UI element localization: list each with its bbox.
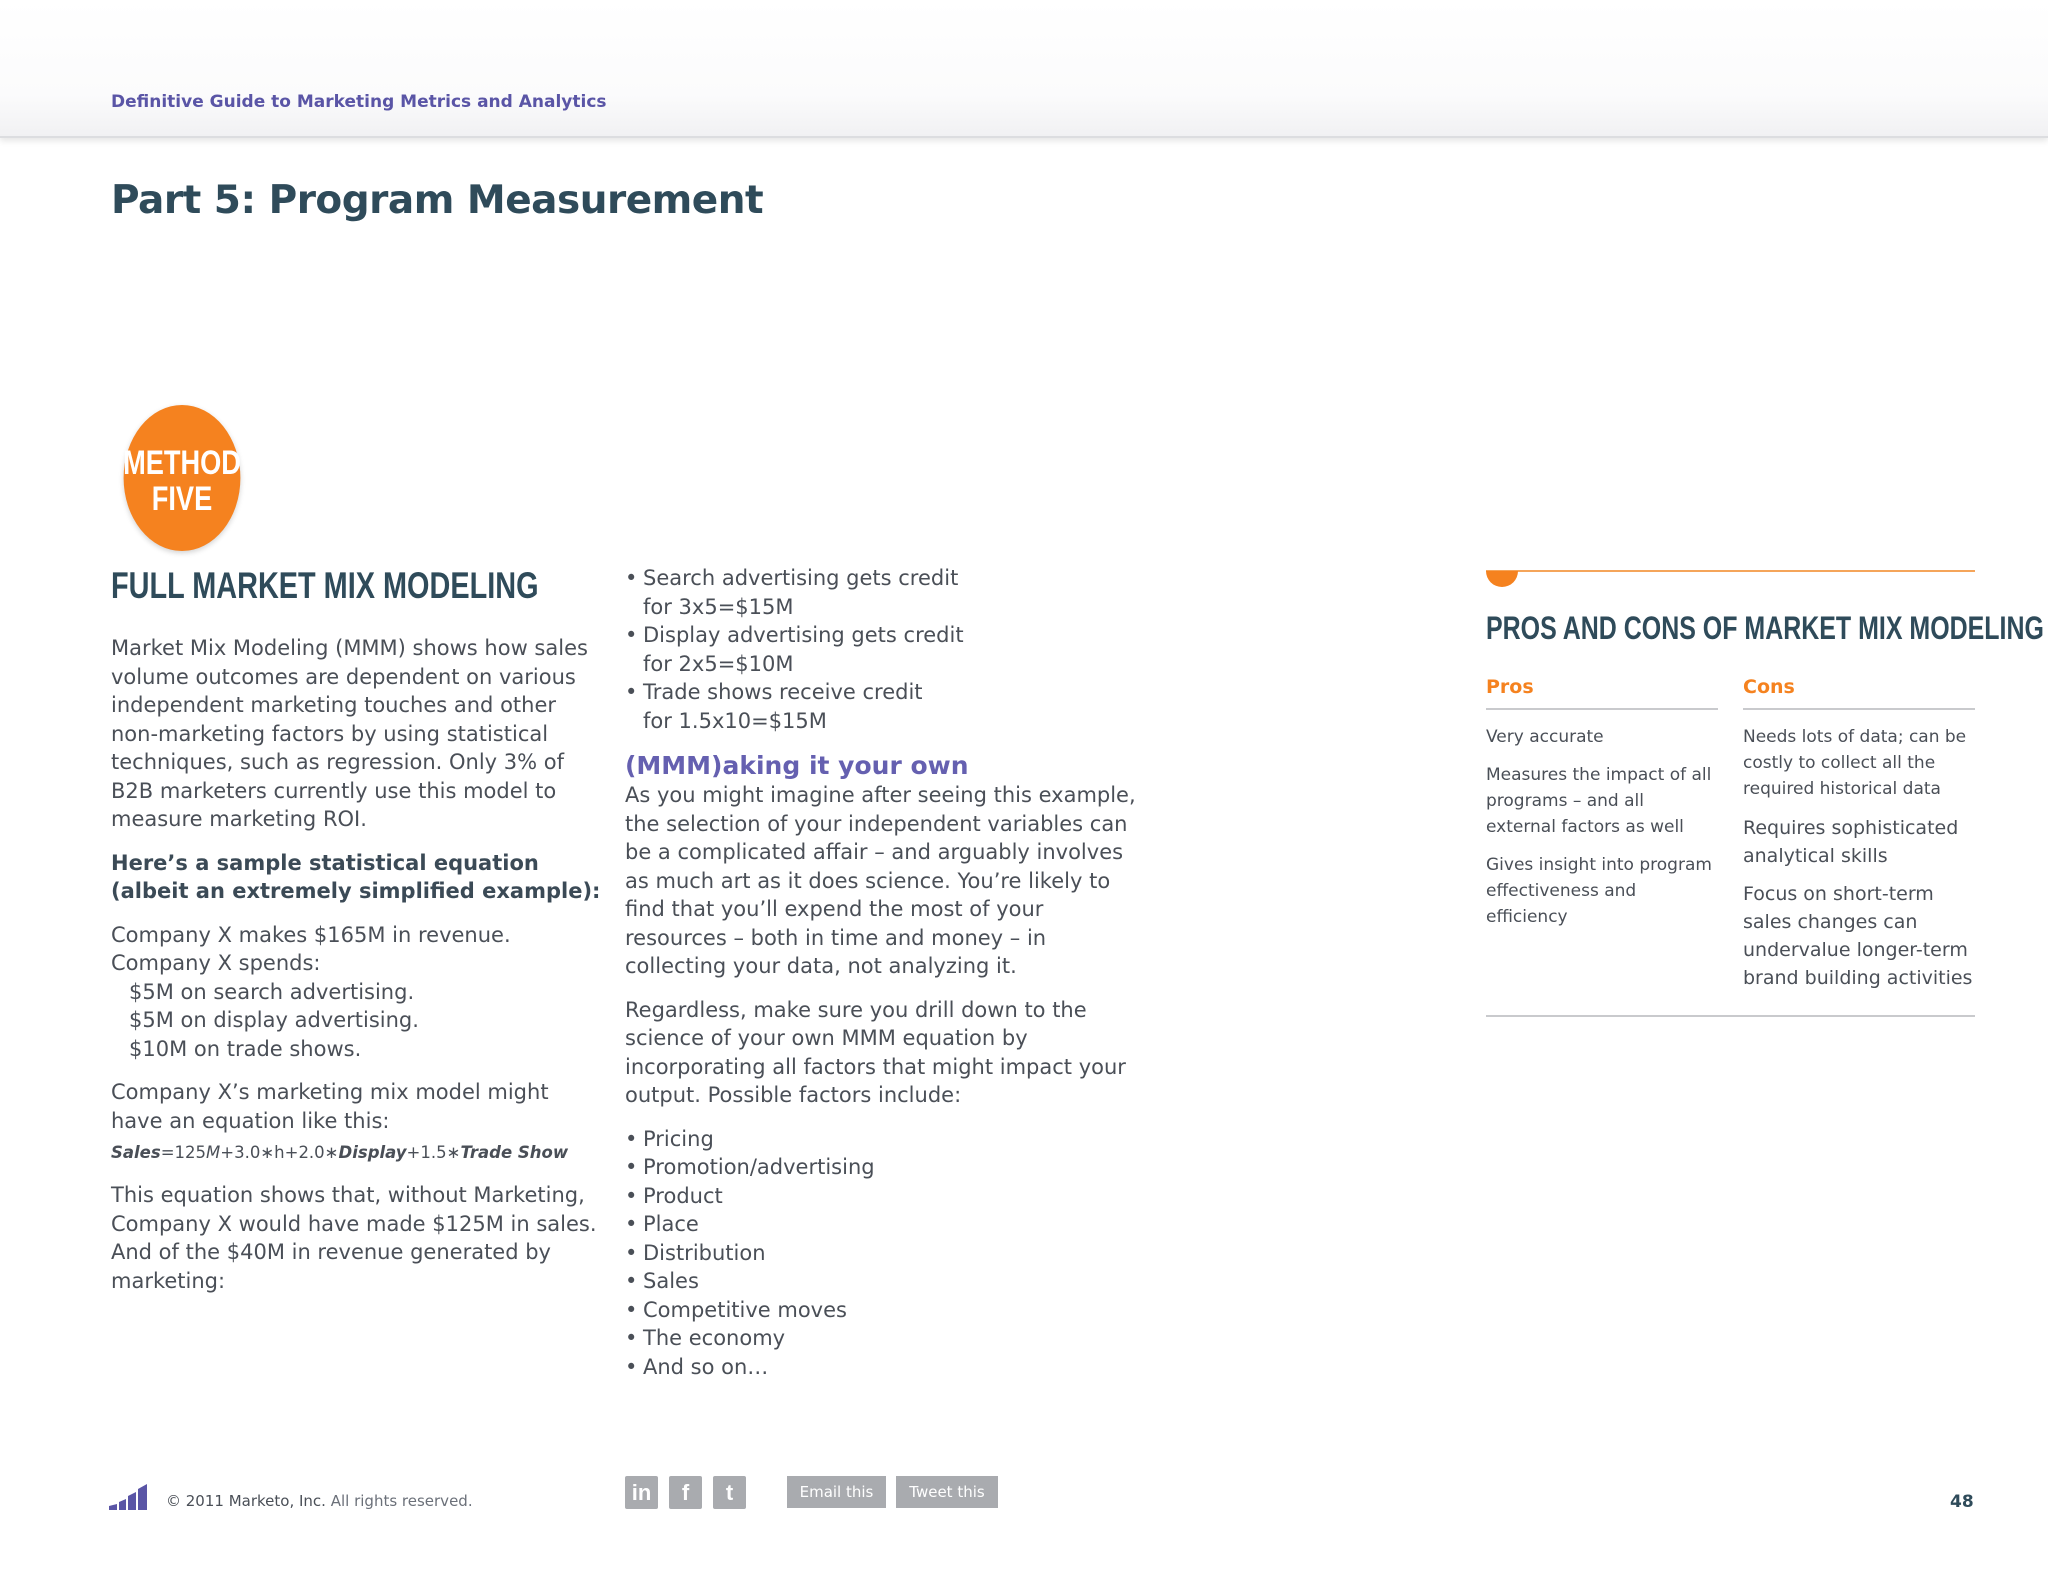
subheading: (MMM)aking it your own — [625, 751, 969, 780]
list-item: • Place — [625, 1210, 1145, 1239]
list-item: • Sales — [625, 1267, 1145, 1296]
list-item: • Distribution — [625, 1239, 1145, 1268]
con-item: Requires sophisticated analytical skills — [1743, 817, 1959, 867]
list-item: • Competitive moves — [625, 1296, 1145, 1325]
cons-column — [1743, 676, 1975, 1002]
header-bar — [0, 0, 2048, 138]
column-middle — [625, 564, 1145, 1397]
list-item: • The economy — [625, 1324, 1145, 1353]
pros-column — [1486, 676, 1718, 942]
page-title: Part 5: Program Measurement — [111, 178, 764, 223]
guide-title: Definitive Guide to Marketing Metrics and Analytics — [111, 92, 607, 112]
list-item: • Promotion/advertising — [625, 1153, 1145, 1182]
intro-paragraph: Market Mix Modeling (MMM) shows how sales volume outcomes are dependent on various independent marketing touches and other non-marketing factors by using statistical techniques, such as regression. Only 3% of B2B marketers currently use this model to measure marketing ROI. — [111, 636, 588, 831]
list-item: • Trade shows receive credit for 1.5x10=$15M — [625, 678, 1145, 735]
credit-list — [625, 564, 1145, 735]
pro-item: Very accurate — [1486, 727, 1604, 747]
section-title: FULL MARKET MIX MODELING — [111, 565, 539, 606]
panel-marker — [1486, 571, 1518, 587]
twitter-icon[interactable]: t — [713, 1476, 746, 1509]
paragraph: As you might imagine after seeing this example, the selection of your independent variables can be a complicated affair – and arguably involves as much art as it does science. You’re likely to find that you’ll expend the most of your resources – both in time and money – in collecting your data, not analyzing it. — [625, 783, 1136, 978]
factor-list — [625, 1125, 1145, 1382]
list-item: • Search advertising gets credit for 3x5=$15M — [625, 564, 1145, 621]
badge-line-2: FIVE — [151, 480, 213, 518]
list-item: • And so on… — [625, 1353, 1145, 1382]
con-item: Focus on short-term sales changes can undervalue longer-term brand building activities — [1743, 883, 1973, 989]
email-this-button[interactable]: Email this — [787, 1476, 886, 1508]
panel-top-rule — [1486, 570, 1975, 572]
spend-item: $10M on trade shows. — [129, 1036, 362, 1061]
page-number: 48 — [1950, 1492, 1974, 1512]
spend-item: $5M on search advertising. — [129, 979, 415, 1004]
copyright: © 2011 Marketo, Inc. All rights reserved. — [166, 1492, 473, 1510]
list-item: • Display advertising gets credit for 2x5=$10M — [625, 621, 1145, 678]
pros-cons-title: PROS AND CONS OF MARKET MIX MODELING — [1486, 610, 2044, 646]
spend-item: $5M on display advertising. — [129, 1008, 419, 1032]
company-spend-block: Company X makes $165M in revenue. Company X spends: $5M on search advertising. $5M on display advertising. $10M on trade shows. — [111, 921, 601, 1064]
sample-heading: Here’s a sample statistical equation (albeit an extremely simplified example): — [111, 850, 601, 903]
facebook-icon[interactable]: f — [669, 1476, 702, 1509]
badge-line-1: METHOD — [123, 444, 241, 482]
panel-bottom-rule — [1486, 1015, 1975, 1017]
list-item: • Pricing — [625, 1125, 1145, 1154]
mmm-equation: Sales=125M+3.0∗h+2.0∗Display+1.5∗Trade Show — [111, 1143, 569, 1162]
paragraph: Regardless, make sure you drill down to the science of your own MMM equation by incorporating all factors that might impact your output. Possible factors include: — [625, 997, 1126, 1107]
pro-item: Measures the impact of all programs – and all external factors as well — [1486, 765, 1712, 837]
pro-item: Gives insight into program effectiveness and efficiency — [1486, 855, 1712, 927]
column-left — [111, 634, 601, 1310]
pros-heading: Pros — [1486, 676, 1718, 710]
method-badge — [124, 405, 241, 551]
con-item: Needs lots of data; can be costly to collect all the required historical data — [1743, 727, 1967, 799]
linkedin-icon[interactable]: in — [625, 1476, 658, 1509]
conclusion-paragraph: This equation shows that, without Marketing, Company X would have made $125M in sales. And of the $40M in revenue generated by marketing: — [111, 1183, 597, 1293]
list-item: • Product — [625, 1182, 1145, 1211]
marketo-logo-icon — [109, 1484, 149, 1510]
model-intro: Company X’s marketing mix model might have an equation like this: — [111, 1080, 549, 1133]
cons-heading: Cons — [1743, 676, 1975, 710]
tweet-this-button[interactable]: Tweet this — [896, 1476, 998, 1508]
